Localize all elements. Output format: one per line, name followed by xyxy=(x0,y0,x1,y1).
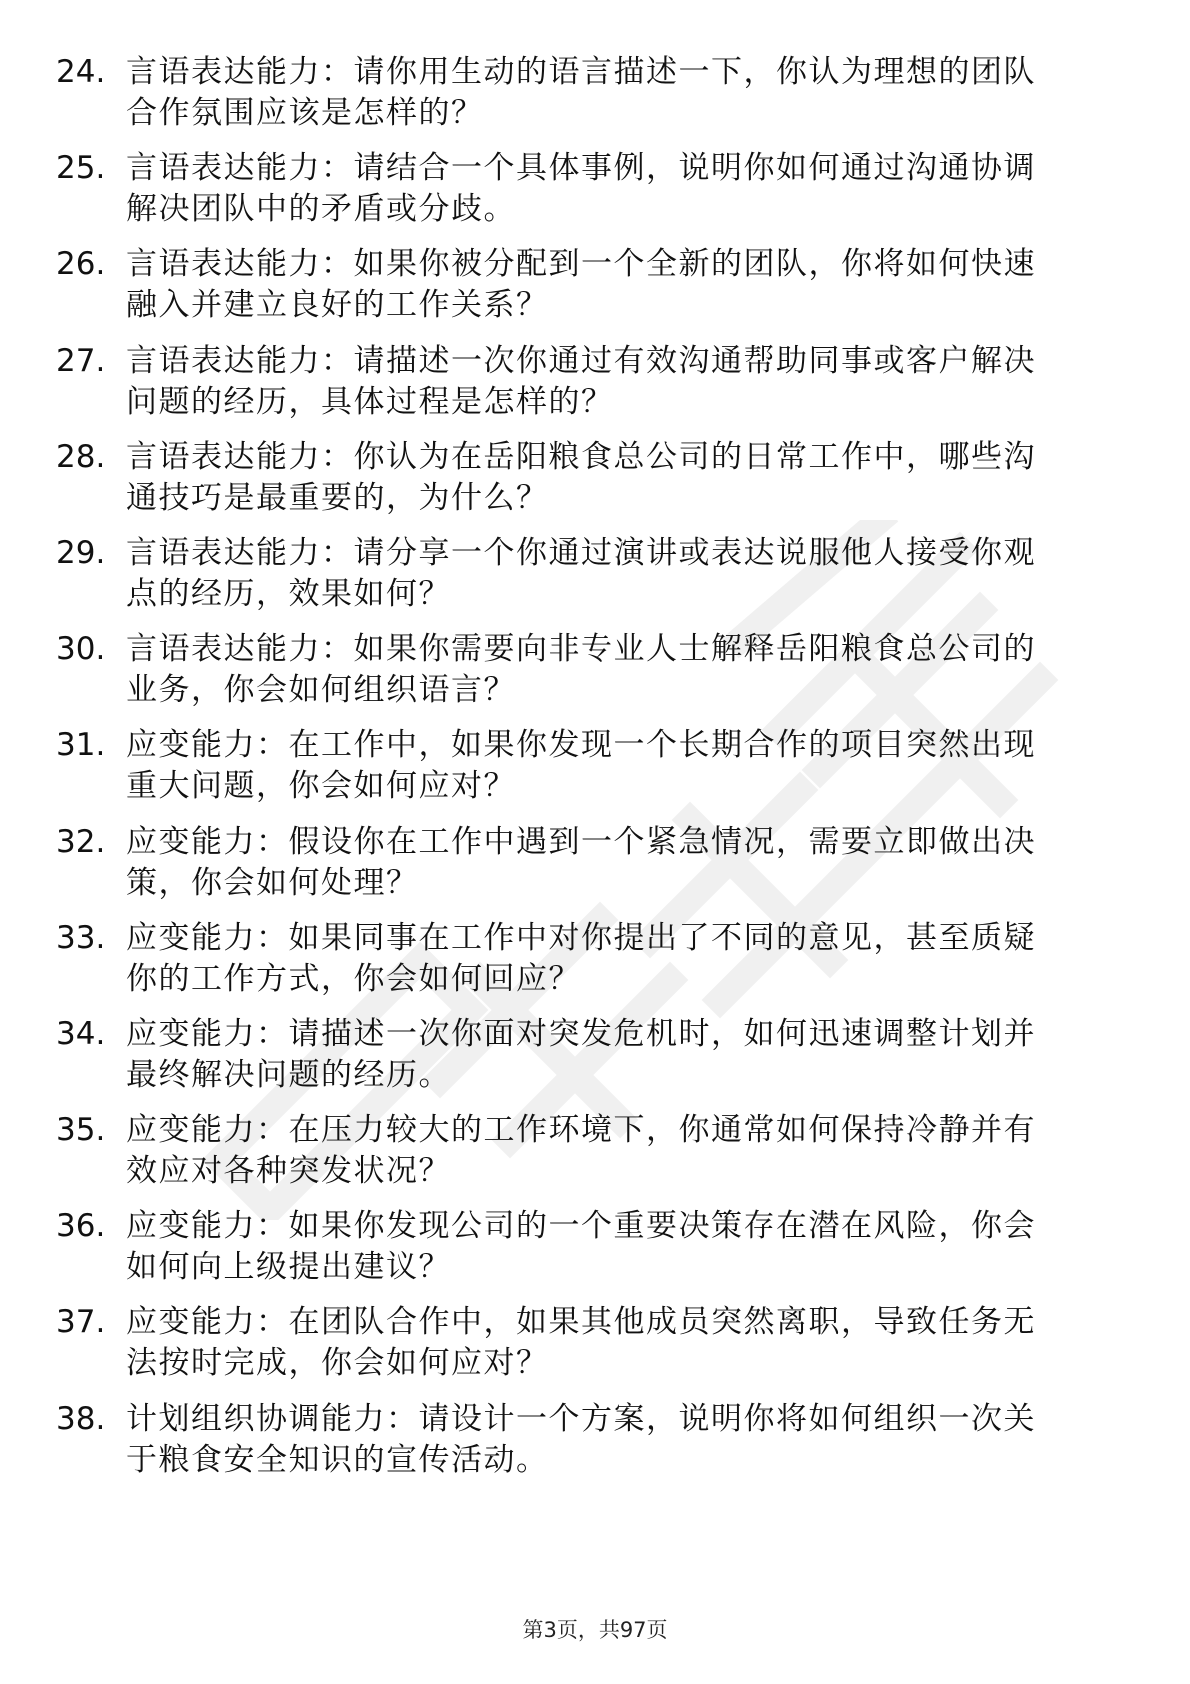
question-text: 应变能力：请描述一次你面对突发危机时，如何迅速调整计划并 最终解决问题的经历。 xyxy=(126,1015,1036,1093)
question-item xyxy=(0,148,1190,244)
question-item xyxy=(0,725,1190,821)
question-number: 38. xyxy=(56,1400,106,1437)
page-number-footer: 第3页，共97页 xyxy=(522,1618,668,1642)
question-text: 应变能力：在工作中，如果你发现一个长期合作的项目突然出现 重大问题，你会如何应对？ xyxy=(126,727,1036,805)
question-text: 言语表达能力：请描述一次你通过有效沟通帮助同事或客户解决 问题的经历，具体过程是怎样的？ xyxy=(126,342,1036,420)
question-item xyxy=(0,1110,1190,1206)
question-item xyxy=(0,1206,1190,1302)
question-number: 33. xyxy=(56,919,106,956)
question-text: 应变能力：假设你在工作中遇到一个紧急情况，需要立即做出决 策，你会如何处理？ xyxy=(126,823,1036,901)
question-number: 34. xyxy=(56,1015,106,1052)
question-number: 31. xyxy=(56,727,106,764)
question-item xyxy=(0,533,1190,629)
question-text: 应变能力：如果你发现公司的一个重要决策存在潜在风险，你会 如何向上级提出建议？ xyxy=(126,1208,1036,1286)
question-item xyxy=(0,341,1190,437)
question-item xyxy=(0,822,1190,918)
question-text: 言语表达能力：如果你需要向非专业人士解释岳阳粮食总公司的 业务，你会如何组织语言？ xyxy=(126,631,1036,709)
question-item xyxy=(0,1399,1190,1495)
question-number: 32. xyxy=(56,823,106,860)
question-item xyxy=(0,1302,1190,1398)
question-text: 应变能力：在压力较大的工作环境下，你通常如何保持冷静并有 效应对各种突发状况？ xyxy=(126,1112,1036,1190)
question-text: 应变能力：在团队合作中，如果其他成员突然离职，导致任务无 法按时完成，你会如何应对？ xyxy=(126,1304,1036,1382)
question-item xyxy=(0,1014,1190,1110)
question-text: 应变能力：如果同事在工作中对你提出了不同的意见，甚至质疑 你的工作方式，你会如何回应？ xyxy=(126,919,1036,997)
question-list xyxy=(0,52,1190,1495)
question-number: 30. xyxy=(56,631,106,668)
question-number: 25. xyxy=(56,150,106,187)
question-number: 36. xyxy=(56,1208,106,1245)
question-item xyxy=(0,52,1190,148)
question-number: 29. xyxy=(56,534,106,571)
question-number: 37. xyxy=(56,1304,106,1341)
question-text: 言语表达能力：你认为在岳阳粮食总公司的日常工作中，哪些沟 通技巧是最重要的，为什么？ xyxy=(126,438,1036,516)
question-number: 26. xyxy=(56,246,106,283)
question-text: 言语表达能力：请分享一个你通过演讲或表达说服他人接受你观 点的经历，效果如何？ xyxy=(126,534,1036,612)
question-item xyxy=(0,437,1190,533)
question-number: 35. xyxy=(56,1112,106,1149)
question-item xyxy=(0,629,1190,725)
question-number: 24. xyxy=(56,54,106,90)
question-text: 言语表达能力：请结合一个具体事例，说明你如何通过沟通协调 解决团队中的矛盾或分歧。 xyxy=(126,150,1036,228)
question-text: 言语表达能力：请你用生动的语言描述一下，你认为理想的团队 合作氛围应该是怎样的？ xyxy=(126,54,1036,131)
question-item xyxy=(0,918,1190,1014)
question-number: 28. xyxy=(56,438,106,475)
question-number: 27. xyxy=(56,342,106,379)
question-text: 言语表达能力：如果你被分配到一个全新的团队，你将如何快速 融入并建立良好的工作关系？ xyxy=(126,246,1036,324)
question-item xyxy=(0,244,1190,340)
question-text: 计划组织协调能力：请设计一个方案，说明你将如何组织一次关 于粮食安全知识的宣传活动。 xyxy=(126,1400,1036,1478)
